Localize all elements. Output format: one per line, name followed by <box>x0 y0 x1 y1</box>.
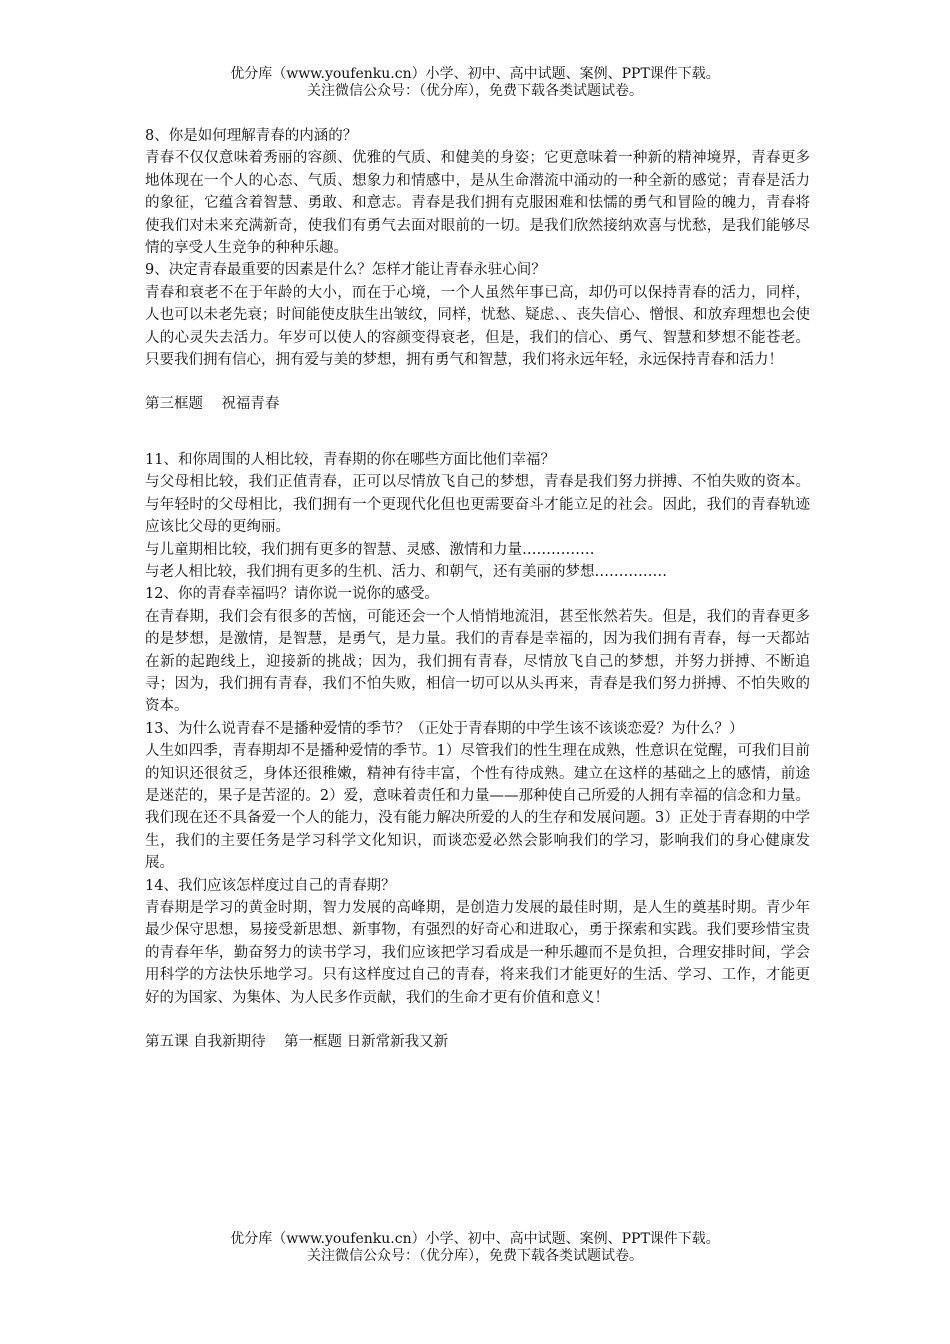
page-header <box>0 66 950 100</box>
footer-line-2: 关注微信公众号：（优分库），免费下载各类试题试卷。 <box>307 1248 643 1264</box>
footer-line-1: 优分库（www.youfenku.cn）小学、初中、高中试题、案例、PPT课件下载。 <box>230 1231 720 1247</box>
spacer <box>145 416 810 449</box>
spacer <box>145 371 810 393</box>
spacer <box>145 1009 810 1031</box>
section-title-5: 第五课 自我新期待 第一框题 日新常新我又新 <box>145 1034 449 1051</box>
answer-11-parents: 与父母相比较，我们正值青春，正可以尽情放飞自己的梦想，青春是我们努力拼搏、不怕失败的资本。与年轻时的父母相比，我们拥有一个更现代化但也更需要奋斗才能立足的社会。因此，我们的青春轨迹应该比父母的更绚丽。 <box>145 474 810 536</box>
header-line-1: 优分库（www.youfenku.cn）小学、初中、高中试题、案例、PPT课件下载。 <box>230 66 720 82</box>
answer-14: 青春期是学习的黄金时期，智力发展的高峰期，是创造力发展的最佳时期，是人生的奠基时期。青少年最少保守思想，易接受新思想、新事物，有强烈的好奇心和进取心，勇于探索和实践。我们要珍惜宝贵的青春年华，勤奋努力的读书学习，我们应该把学习看成是一种乐趣而不是负担，合理安排时间，学会用科学的方法快乐地学习。只有这样度过自己的青春，将来我们才能更好的生活、学习、工作，才能更好的为国家、为集体、为人民多作贡献，我们的生命才更有价值和意义！ <box>145 900 810 1006</box>
answer-11-elderly: 与老人相比较，我们拥有更多的生机、活力、和朝气，还有美丽的梦想…………… <box>145 563 667 580</box>
question-12: 12、你的青春幸福吗？请你说一说你的感受。 <box>145 586 439 603</box>
question-14: 14、我们应该怎样度过自己的青春期？ <box>145 877 396 894</box>
answer-11-children: 与儿童期相比较，我们拥有更多的智慧、灵感、激情和力量…………… <box>145 541 595 558</box>
question-8: 8、你是如何理解青春的内涵的？ <box>145 128 358 144</box>
answer-13: 人生如四季，青春期却不是播种爱情的季节。1）尽管我们的性生理在成熟，性意识在觉醒，可我们目前的知识还很贫乏，身体还很稚嫩，精神有待丰富，个性有待成熟。建立在这样的基础之上的感情，前途是迷茫的，果子是苦涩的。2）爱，意味着责任和力量——那种使自己所爱的人拥有幸福的信念和力量。我们现在还不具备爱一个人的能力，没有能力解决所爱的人的生存和发展问题。3）正处于青春期的中学生，我们的主要任务是学习科学文化知识，而谈恋爱必然会影响我们的学习，影响我们的身心健康发展。 <box>145 743 810 872</box>
page-footer <box>0 1231 950 1265</box>
header-line-2: 关注微信公众号：（优分库），免费下载各类试题试卷。 <box>307 83 643 99</box>
answer-8: 青春不仅仅意味着秀丽的容颜、优雅的气质、和健美的身姿；它更意味着一种新的精神境界，青春更多地体现在一个人的心态、气质、想象力和情感中，是从生命潜流中涌动的一种全新的感觉；青春是活力的象征，它蕴含着智慧、勇敢、和意志。青春是我们拥有克服困难和怯懦的勇气和冒险的魄力，青春将使我们对未来充满新奇，使我们有勇气去面对眼前的一切。是我们欣然接纳欢喜与忧愁，是我们能够尽情的享受人生竞争的种种乐趣。 <box>145 150 810 257</box>
question-13: 13、为什么说青春不是播种爱情的季节？（正处于青春期的中学生该不该谈恋爱？为什么？） <box>145 720 744 737</box>
question-11: 11、和你周围的人相比较，青春期的你在哪些方面比他们幸福？ <box>145 451 555 468</box>
section-title-3: 第三框题 祝福青春 <box>145 396 280 413</box>
question-9: 9、决定青春最重要的因素是什么？怎样才能让青春永驻心间？ <box>145 262 546 279</box>
answer-12: 在青春期，我们会有很多的苦恼，可能还会一个人悄悄地流泪，甚至怅然若失。但是，我们的青春更多的是梦想，是激情，是智慧，是勇气，是力量。我们的青春是幸福的，因为我们拥有青春，每一天都站在新的起跑线上，迎接新的挑战；因为，我们拥有青春，尽情放飞自己的梦想，并努力拼搏、不断追寻；因为，我们拥有青春，我们不怕失败，相信一切可以从头再来，青春是我们努力拼搏、不怕失败的资本。 <box>145 608 810 715</box>
document-body <box>145 125 810 1053</box>
answer-9: 青春和衰老不在于年龄的大小，而在于心境，一个人虽然年事已高，却仍可以保持青春的活力，同样，人也可以未老先衰；时间能使皮肤生出皱纹，同样，忧愁、疑虑、、丧失信心、憎恨、和放弃理想也会使人的心灵失去活力。年岁可以使人的容颜变得衰老，但是，我们的信心、勇气、智慧和梦想不能苍老。只要我们拥有信心，拥有爱与美的梦想，拥有勇气和智慧，我们将永远年轻，永远保持青春和活力！ <box>145 284 810 369</box>
